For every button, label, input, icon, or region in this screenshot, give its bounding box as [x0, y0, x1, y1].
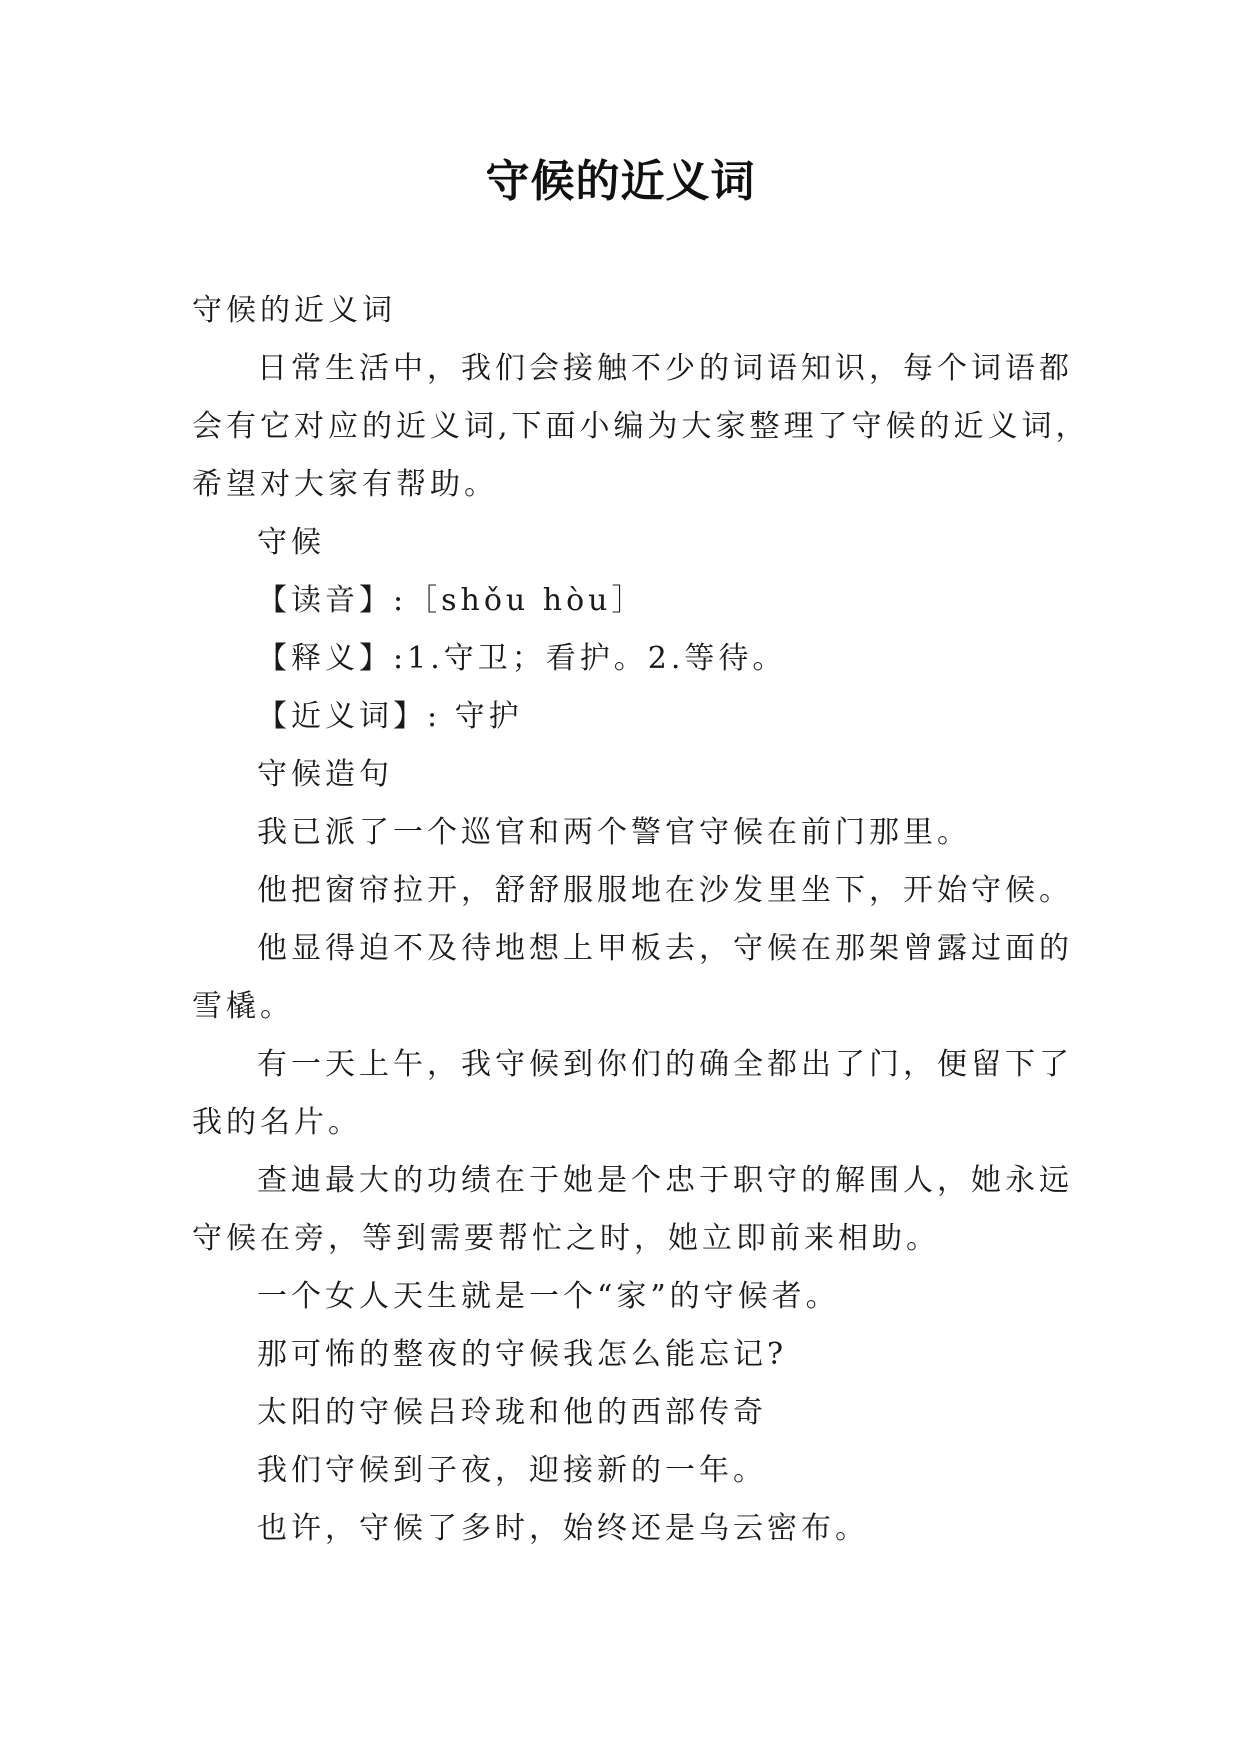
- sentence-line: 那可怖的整夜的守候我怎么能忘记?: [257, 1337, 788, 1372]
- sentence-line: 查迪最大的功绩在于她是个忠于职守的解围人，她永远: [257, 1163, 1073, 1198]
- sentence-line-continued: 我的名片。: [192, 1105, 362, 1140]
- intro-line-1: 日常生活中，我们会接触不少的词语知识，每个词语都: [257, 351, 1073, 386]
- sentence-line: 他显得迫不及待地想上甲板去，守候在那架曾露过面的: [257, 931, 1073, 966]
- entry-pronunciation: 【读音】:［shǒu hòu］: [257, 583, 646, 618]
- sentence-line: 也许，守候了多时，始终还是乌云密布。: [257, 1511, 869, 1546]
- document-body: [192, 282, 1090, 1558]
- entry-synonym: 【近义词】: 守护: [257, 699, 523, 734]
- sentence-line-continued: 雪橇。: [192, 989, 294, 1024]
- sentence-line: 太阳的守候吕玲珑和他的西部传奇: [257, 1395, 767, 1430]
- sentences-heading: 守候造句: [257, 757, 393, 792]
- document-title: 守候的近义词: [485, 156, 756, 207]
- sentence-line: 一个女人天生就是一个“家”的守候者。: [257, 1279, 840, 1314]
- sentence-line-continued: 守候在旁，等到需要帮忙之时，她立即前来相助。: [192, 1221, 940, 1256]
- sentence-line: 我已派了一个巡官和两个警官守候在前门那里。: [257, 815, 971, 850]
- sentence-line: 他把窗帘拉开，舒舒服服地在沙发里坐下，开始守候。: [257, 873, 1073, 908]
- intro-line-3: 希望对大家有帮助。: [192, 467, 498, 502]
- sentence-line: 有一天上午，我守候到你们的确全都出了门，便留下了: [257, 1047, 1073, 1082]
- intro-line-2: 会有它对应的近义词,下面小编为大家整理了守候的近义词，: [192, 409, 1090, 444]
- entry-word: 守候: [257, 525, 325, 560]
- subtitle: 守候的近义词: [192, 293, 396, 328]
- entry-definition: 【释义】:1.守卫；看护。2.等待。: [257, 641, 787, 676]
- sentence-line: 我们守候到子夜，迎接新的一年。: [257, 1453, 767, 1488]
